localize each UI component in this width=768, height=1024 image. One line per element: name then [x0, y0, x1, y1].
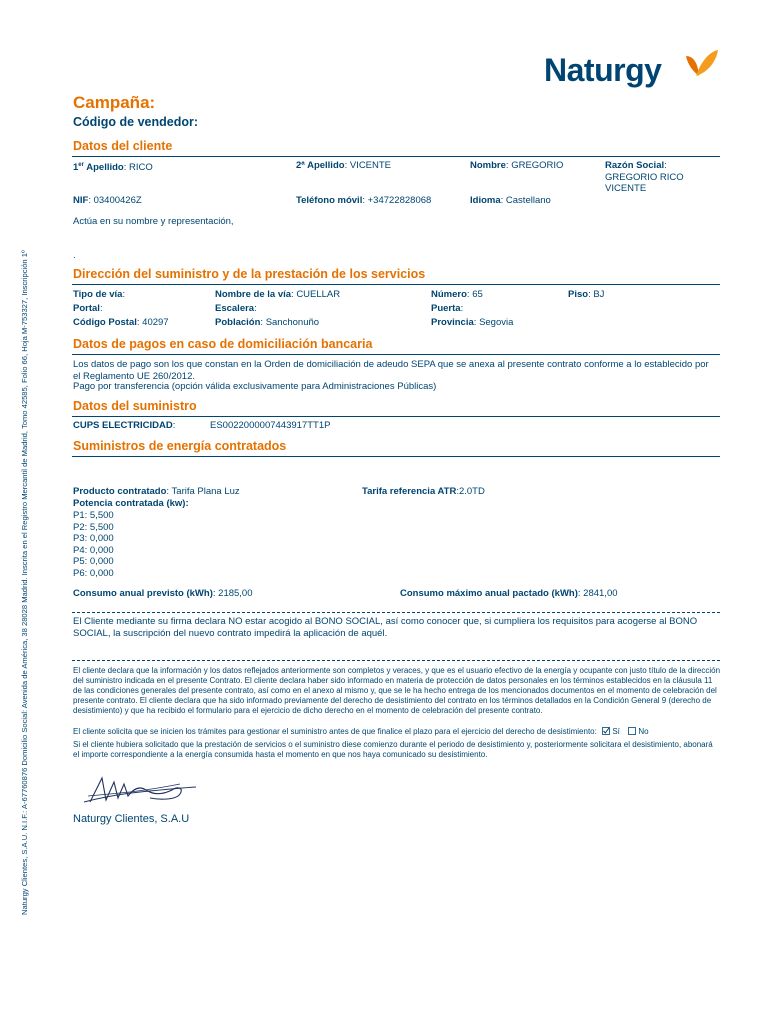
- yes-label: Sí: [612, 727, 620, 736]
- supply-address-section-title: Dirección del suministro y de la prestación de los servicios: [73, 267, 426, 281]
- door-field: Puerta:: [431, 303, 464, 314]
- province-field: Provincia: Segovia: [431, 317, 514, 328]
- handwritten-signature: [80, 772, 200, 812]
- product-value: Tarifa Plana Luz: [171, 486, 240, 497]
- first-surname-field: 1er Apellido: RICO: [73, 162, 153, 174]
- client-section-title: Datos del cliente: [73, 139, 173, 153]
- floor-field: Piso: BJ: [568, 289, 605, 300]
- nif-value: 03400426Z: [93, 195, 142, 206]
- campaign-title: Campaña:: [73, 93, 156, 112]
- divider: [72, 284, 720, 285]
- number-value: 65: [472, 289, 483, 300]
- annual-consumption-value: 2185,00: [218, 588, 253, 599]
- representation-text: Actúa en su nombre y representación,: [73, 216, 234, 227]
- empty-checkbox-icon: [628, 727, 636, 735]
- town-value: Sanchonuño: [265, 317, 320, 328]
- client-declaration-text: El cliente declara que la información y los datos reflejados anteriormente son completos y veraces, y que es el usuario efectivo de la energía y ocupante con justo título de la dirección del suministro indicada en el presente Contrato. El cliente declara haber sido informado en materia de protección de datos personales en los términos establecidos en la cláusula 11 de las condiciones generales del presente contrato, así como en el anexo al mismo y, que se le ha hecho entrega de los mencionados documentos en el momento de celebración del presente contrato. El cliente declara que ha sido informado previamente del derecho de desistimiento del contrato en los términos detallados en la Condición General 9 (derecho de desistimiento) y que ha recibido el formulario para el ejercicio de dicho derecho en el momento de celebración del presente contrato.: [73, 666, 721, 715]
- power-period: P4: 0,000: [73, 544, 114, 556]
- divider: [72, 456, 720, 457]
- business-name-value: GREGORIO RICO VICENTE: [605, 171, 684, 194]
- power-periods-list: [73, 510, 114, 579]
- power-period: P3: 0,000: [73, 533, 114, 544]
- payment-sepa-text: Los datos de pago son los que constan en la Orden de domiciliación de adeudo SEPA que se anexa al presente contrato conforme a lo establecido por el Reglamento UE 260/2012.: [73, 359, 709, 382]
- annual-consumption-field: Consumo anual previsto (kWh): 2185,00: [73, 588, 253, 599]
- name-field: Nombre: GREGORIO: [470, 160, 564, 171]
- checkmark-icon: [602, 727, 610, 735]
- withdrawal-request-text: El cliente solicita que se inicien los trámites para gestionar el suministro antes de que finalice el plazo para el ejercicio del derecho de desistimiento:: [73, 727, 597, 736]
- naturgy-logo: [544, 50, 724, 96]
- street-name-field: Nombre de la vía: CUELLAR: [215, 289, 341, 300]
- divider: [72, 156, 720, 157]
- withdrawal-payment-text: Si el cliente hubiera solicitado que la prestación de servicios o el suministro diese comienzo durante el periodo de desistimiento y, posteriormente solicitara el desistimiento, abonará el importe correspondiente a la energía consumida hasta el momento en que nos haya comunicado su desistimiento.: [73, 740, 713, 759]
- no-checkbox[interactable]: [628, 727, 648, 737]
- province-value: Segovia: [479, 317, 514, 328]
- language-value: Castellano: [505, 195, 551, 206]
- no-label: No: [638, 727, 649, 736]
- phone-field: Teléfono móvil: +34722828068: [296, 195, 432, 206]
- power-period: P2: 5,500: [73, 521, 114, 533]
- power-period: P1: 5,500: [73, 510, 114, 521]
- street-type-field: Tipo de vía:: [73, 289, 126, 300]
- max-consumption-field: Consumo máximo anual pactado (kWh): 2841,00: [400, 588, 618, 599]
- name-value: GREGORIO: [511, 160, 564, 171]
- power-label: Potencia contratada (kw):: [73, 498, 189, 509]
- seller-code-label: Código de vendedor:: [73, 115, 198, 129]
- atr-tariff-value: 2.0TD: [458, 486, 485, 497]
- floor-value: BJ: [593, 289, 605, 300]
- divider: [72, 416, 720, 417]
- nif-field: NIF: 03400426Z: [73, 195, 142, 206]
- cups-field: CUPS ELECTRICIDAD:: [73, 420, 176, 431]
- town-field: Población: Sanchonuño: [215, 317, 320, 328]
- business-name-field: Razón Social: GREGORIO RICO VICENTE: [605, 160, 684, 194]
- cups-value: ES0022000007443917TT1P: [210, 420, 331, 431]
- payment-transfer-text: Pago por transferencia (opción válida exclusivamente para Administraciones Públicas): [73, 381, 437, 392]
- second-surname-value: VICENTE: [349, 160, 392, 171]
- signature-company: Naturgy Clientes, S.A.U: [73, 813, 190, 825]
- side-legal-text: Naturgy Clientes, S.A.U. N.I.F.: A-67760876 Domicilio Social: Avenida de América, 38 28028 Madrid. Inscrita en el Registro Mercantil de Madrid, Tomo 42585, Folio 66, Hoja M-753327, Inscripción 1º: [20, 250, 29, 915]
- number-field: Número: 65: [431, 289, 483, 300]
- payment-section-title: Datos de pagos en caso de domiciliación bancaria: [73, 337, 373, 351]
- first-surname-value: RICO: [129, 162, 153, 174]
- bono-social-text: El Cliente mediante su firma declara NO estar acogido al BONO SOCIAL, así como conocer que, si cumpliera los requisitos para acogerse al BONO SOCIAL, la suscripción del nuevo contrato impedirá la aplicación de aquél.: [73, 616, 698, 639]
- atr-tariff-field: Tarifa referencia ATR:2.0TD: [362, 486, 485, 497]
- language-field: Idioma: Castellano: [470, 195, 551, 206]
- power-period: P5: 0,000: [73, 556, 114, 567]
- power-period: P6: 0,000: [73, 567, 114, 579]
- postal-code-value: 40297: [142, 317, 169, 328]
- max-consumption-value: 2841,00: [583, 588, 618, 599]
- dashed-divider: [72, 612, 720, 613]
- second-surname-field: 2ª Apellido: VICENTE: [296, 160, 392, 171]
- energy-section-title: Suministros de energía contratados: [73, 439, 287, 453]
- staircase-field: Escalera:: [215, 303, 257, 314]
- withdrawal-request-row: [73, 727, 721, 737]
- logo-wordmark: Naturgy: [544, 52, 662, 88]
- phone-value: +34722828068: [367, 195, 432, 206]
- butterfly-icon: [682, 50, 722, 86]
- dot-mark: .: [73, 250, 76, 261]
- supply-section-title: Datos del suministro: [73, 399, 197, 413]
- product-field: Producto contratado: Tarifa Plana Luz: [73, 486, 240, 497]
- dashed-divider: [72, 660, 720, 661]
- street-name-value: CUELLAR: [296, 289, 341, 300]
- portal-field: Portal:: [73, 303, 103, 314]
- postal-code-field: Código Postal: 40297: [73, 317, 169, 328]
- divider: [72, 354, 720, 355]
- yes-checkbox[interactable]: [602, 727, 620, 737]
